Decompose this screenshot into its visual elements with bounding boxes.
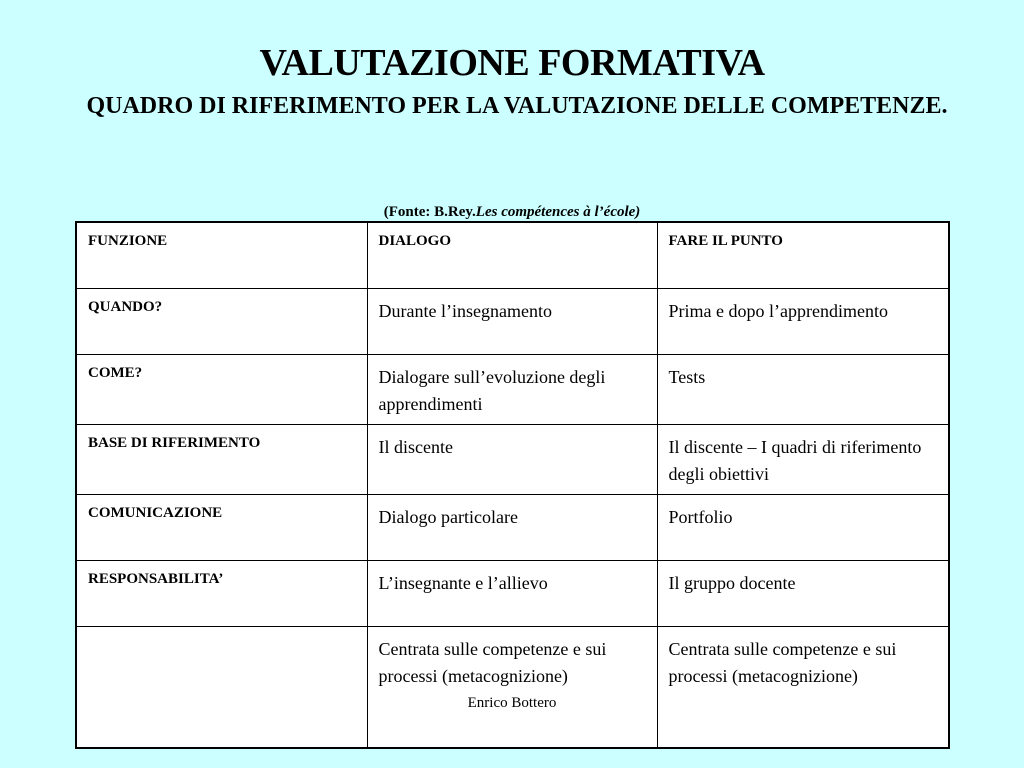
slide-title: VALUTAZIONE FORMATIVA (259, 42, 765, 84)
cell-text: Il discente (378, 437, 453, 457)
table-row (76, 561, 949, 627)
row-label: COMUNICAZIONE (88, 505, 223, 521)
row-label-cell (76, 425, 367, 495)
row-label-cell (76, 627, 367, 749)
cell-text: Dialogare sull’evoluzione degli apprendimenti (378, 367, 606, 414)
row-label: QUANDO? (88, 299, 163, 315)
row-label: RESPONSABILITA’ (88, 571, 224, 587)
row-label-cell (76, 289, 367, 355)
source-citation (0, 203, 1024, 221)
column-header-fare-il-punto: FARE IL PUNTO (668, 233, 783, 249)
author-name: Enrico Bottero (467, 695, 557, 711)
row-label-cell (76, 355, 367, 425)
fare-il-punto-cell (657, 561, 949, 627)
cell-text: Durante l’insegnamento (378, 301, 552, 321)
table-row (76, 495, 949, 561)
dialogo-cell (367, 222, 657, 289)
fare-il-punto-cell (657, 627, 949, 749)
row-label-cell (76, 222, 367, 289)
reference-table (75, 221, 950, 749)
cell-text: Tests (668, 367, 706, 387)
fare-il-punto-cell (657, 495, 949, 561)
dialogo-cell (367, 355, 657, 425)
table-row (76, 222, 949, 289)
row-label: BASE DI RIFERIMENTO (88, 435, 261, 451)
column-header-dialogo: DIALOGO (378, 233, 452, 249)
cell-text: Dialogo particolare (378, 507, 518, 527)
row-label-cell (76, 561, 367, 627)
table-row (76, 425, 949, 495)
fare-il-punto-cell (657, 355, 949, 425)
cell-text: Centrata sulle competenze e sui processi (metacognizione) (378, 639, 607, 686)
dialogo-cell (367, 627, 657, 749)
source-prefix: (Fonte: B.Rey. (383, 204, 476, 220)
row-label: FUNZIONE (88, 233, 168, 249)
fare-il-punto-cell (657, 222, 949, 289)
row-label: COME? (88, 365, 143, 381)
dialogo-cell (367, 289, 657, 355)
row-label-cell (76, 495, 367, 561)
fare-il-punto-cell (657, 289, 949, 355)
cell-text: L’insegnante e l’allievo (378, 573, 548, 593)
cell-text: Il gruppo docente (668, 573, 796, 593)
row-label (77, 627, 367, 642)
cell-text: Centrata sulle competenze e sui processi (metacognizione) (668, 639, 897, 686)
slide-subtitle: QUADRO DI RIFERIMENTO PER LA VALUTAZIONE DELLE COMPETENZE. (86, 93, 948, 119)
table-row (76, 355, 949, 425)
cell-text: Portfolio (668, 507, 733, 527)
fare-il-punto-cell (657, 425, 949, 495)
source-title: Les compétences à l’école) (475, 204, 641, 220)
table-row (76, 627, 949, 749)
dialogo-cell (367, 495, 657, 561)
dialogo-cell (367, 561, 657, 627)
cell-text: Il discente – I quadri di riferimento degli obiettivi (668, 437, 922, 484)
cell-text: Prima e dopo l’apprendimento (668, 301, 888, 321)
table-row (76, 289, 949, 355)
dialogo-cell (367, 425, 657, 495)
